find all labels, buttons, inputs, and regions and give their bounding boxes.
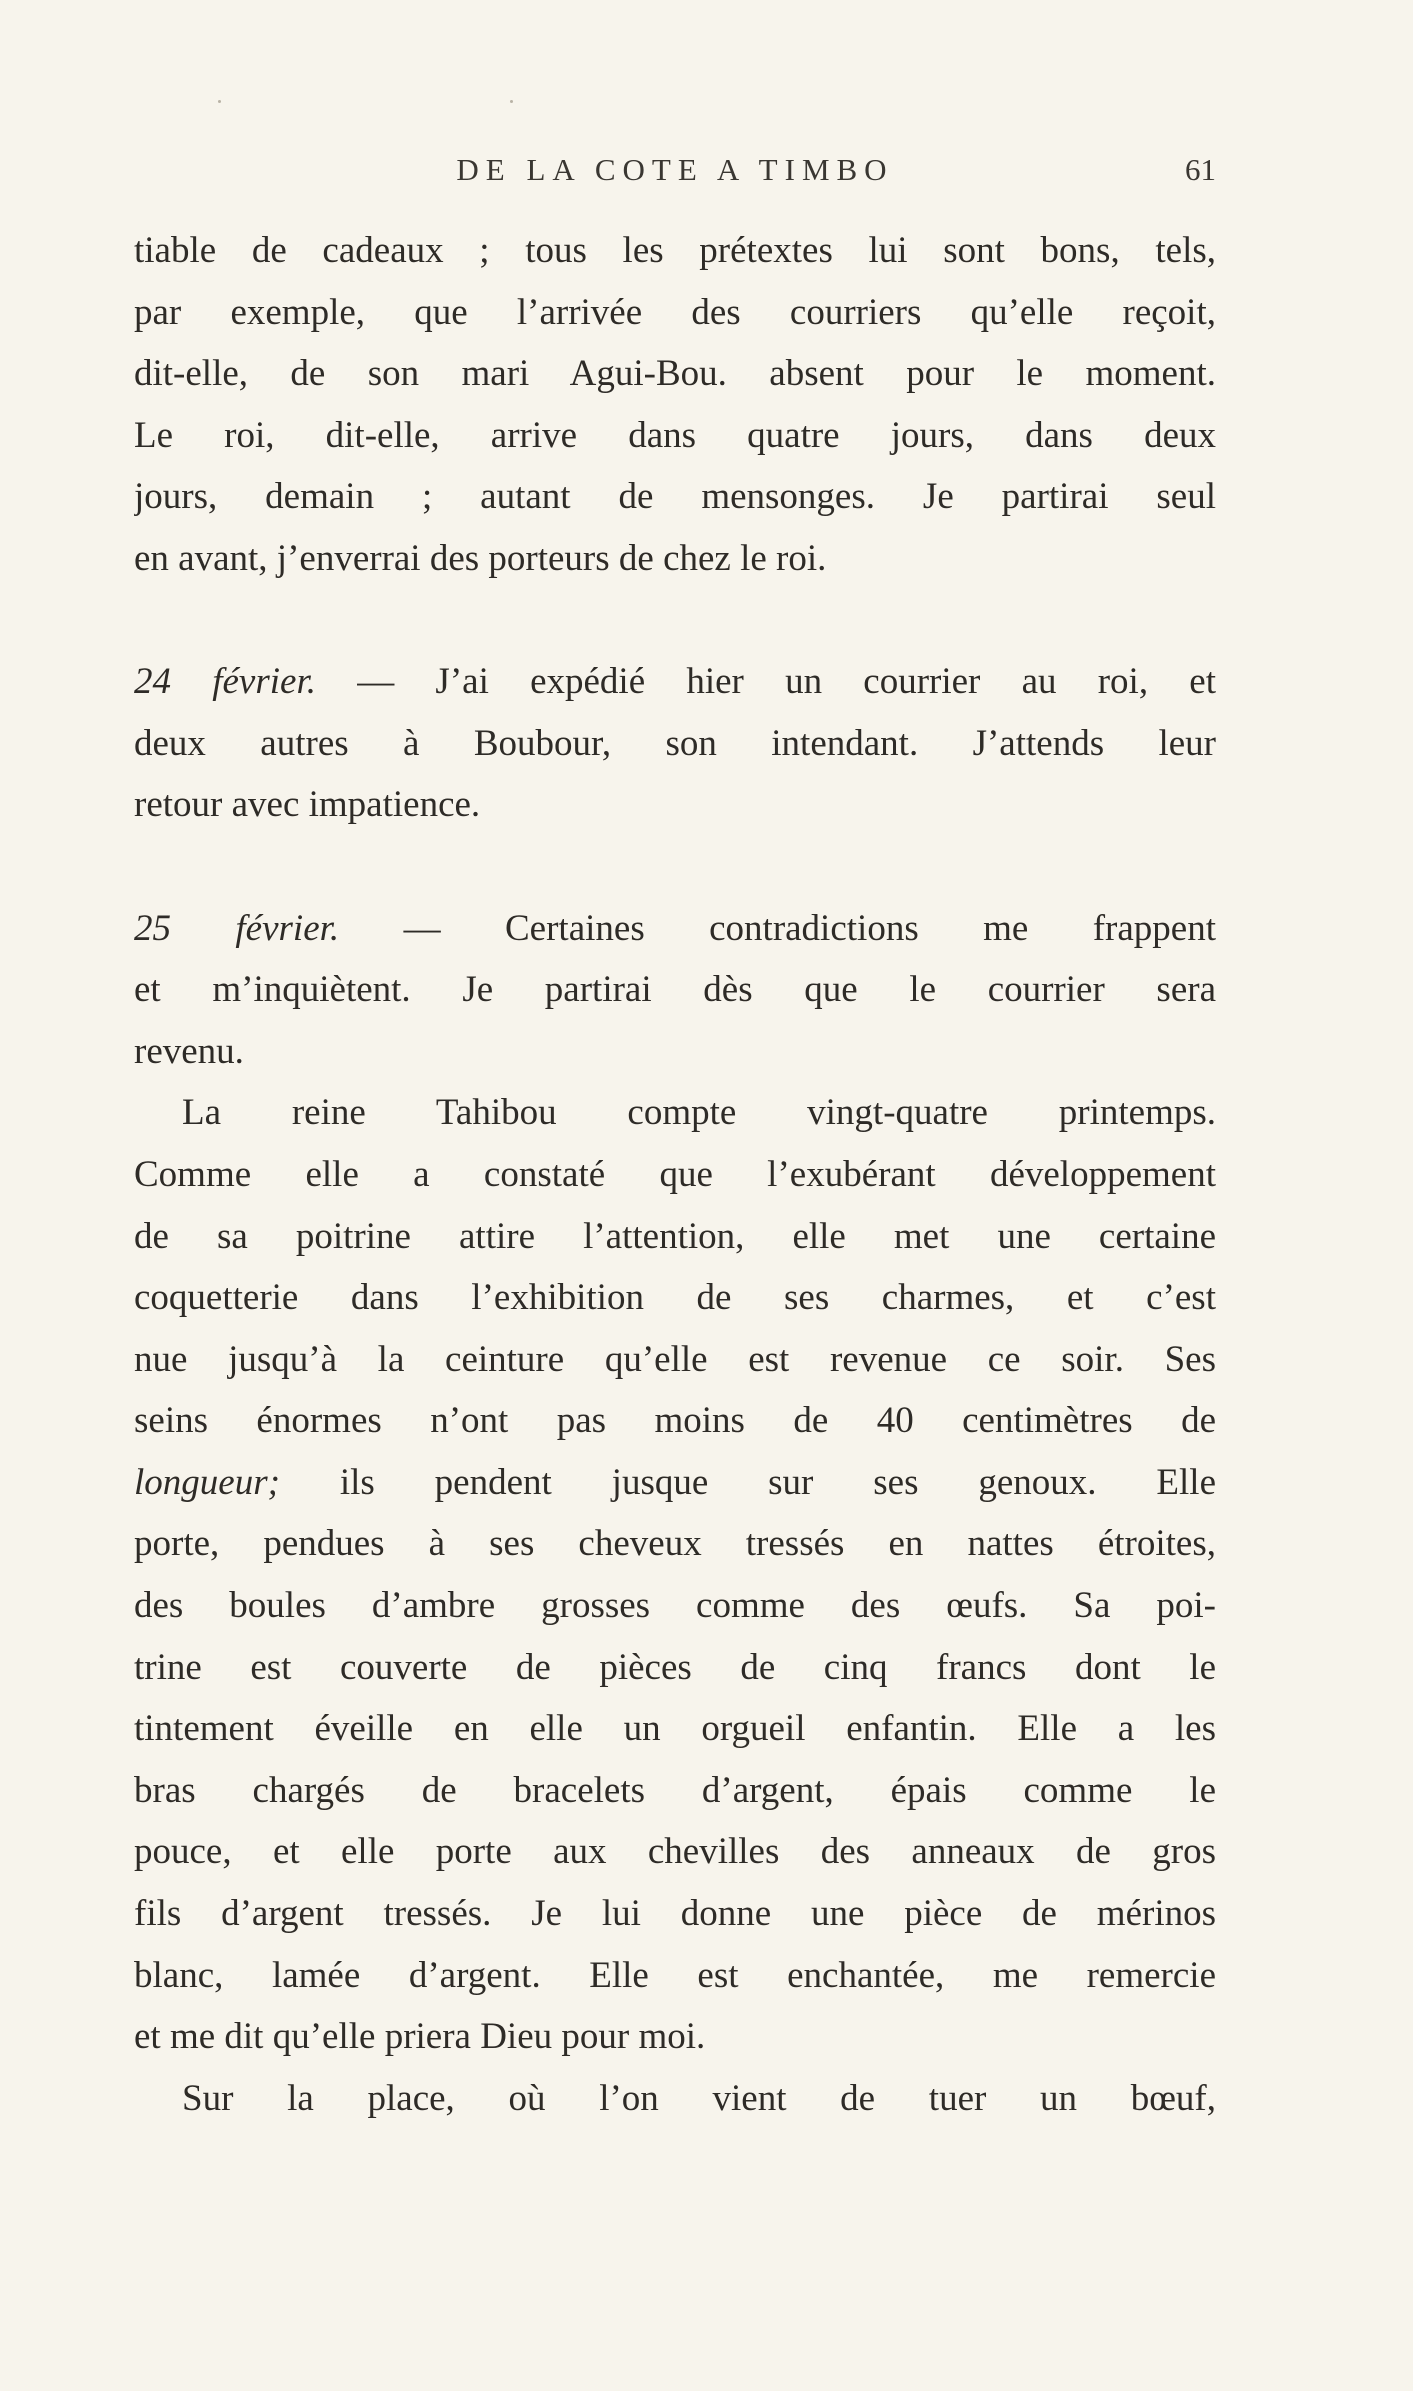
text-line: Sur la place, où l’on vient de tuer un bœuf,: [182, 2077, 1216, 2119]
text-line: dit-elle, de son mari Agui-Bou. absent pour le moment.: [134, 353, 1216, 395]
text-line: porte, pendues à ses cheveux tressés en nattes étroites,: [134, 1523, 1216, 1565]
text-line: [134, 898, 1216, 960]
line-text: — J’ai expédié hier un courrier au roi, et: [316, 661, 1216, 703]
paper-speck: [510, 100, 513, 103]
text-line: retour avec impatience.: [134, 784, 481, 826]
text-line: blanc, lamée d’argent. Elle est enchantée, me remercie: [134, 1954, 1216, 1996]
text-line: de sa poitrine attire l’attention, elle met une certaine: [134, 1215, 1216, 1257]
paragraph-sur-la-place: [134, 2068, 1216, 2130]
text-line: jours, demain ; autant de mensonges. Je partirai seul: [134, 476, 1216, 518]
paragraph-24-fevrier: [134, 651, 1216, 836]
text-line: trine est couverte de pièces de cinq francs dont le: [134, 1646, 1216, 1688]
italic-word: longueur;: [134, 1461, 280, 1503]
paragraph-gap: [134, 590, 1216, 652]
text-line: coquetterie dans l’exhibition de ses charmes, et c’est: [134, 1277, 1216, 1319]
text-line: [134, 1452, 1216, 1514]
text-line: tiable de cadeaux ; tous les prétextes lui sont bons, tels,: [134, 230, 1216, 271]
paragraph-reine-tahibou: [134, 1082, 1216, 2068]
text-line: tintement éveille en elle un orgueil enfantin. Elle a les: [134, 1708, 1216, 1750]
date-heading: 24 février.: [134, 661, 316, 703]
text-line: La reine Tahibou compte vingt-quatre printemps.: [182, 1092, 1216, 1134]
text-line: bras chargés de bracelets d’argent, épais comme le: [134, 1769, 1216, 1811]
text-line: fils d’argent tressés. Je lui donne une pièce de mérinos: [134, 1893, 1216, 1935]
text-line: en avant, j’enverrai des porteurs de chez le roi.: [134, 537, 827, 579]
text-line: deux autres à Boubour, son intendant. J’attends leur: [134, 722, 1216, 764]
text-line: revenu.: [134, 1030, 244, 1072]
text-line: nue jusqu’à la ceinture qu’elle est revenue ce soir. Ses: [134, 1338, 1216, 1380]
text-line: et m’inquiètent. Je partirai dès que le courrier sera: [134, 969, 1216, 1011]
paragraph-gap: [134, 836, 1216, 898]
paper-speck: [218, 100, 221, 103]
text-line: Le roi, dit-elle, arrive dans quatre jours, dans deux: [134, 414, 1216, 456]
text-line: pouce, et elle porte aux chevilles des anneaux de gros: [134, 1831, 1216, 1873]
text-line: des boules d’ambre grosses comme des œufs. Sa poi-: [134, 1585, 1216, 1627]
line-text: — Certaines contradictions me frappent: [339, 907, 1216, 949]
text-line: seins énormes n’ont pas moins de 40 centimètres de: [134, 1400, 1216, 1442]
page-number: 61: [1185, 152, 1216, 187]
running-head: [134, 152, 1216, 202]
text-line: Comme elle a constaté que l’exubérant développement: [134, 1153, 1216, 1195]
line-text: ils pendent jusque sur ses genoux. Elle: [279, 1461, 1216, 1503]
date-heading: 25 février.: [134, 907, 340, 949]
running-title: DE LA COTE A TIMBO: [456, 152, 894, 187]
text-line: [134, 651, 1216, 713]
text-line: par exemple, que l’arrivée des courriers qu’elle reçoit,: [134, 291, 1216, 333]
paragraph-25-fevrier: [134, 898, 1216, 1083]
paragraph-1: [134, 220, 1216, 590]
text-line: et me dit qu’elle priera Dieu pour moi.: [134, 2016, 706, 2058]
text-body: [134, 220, 1216, 2129]
